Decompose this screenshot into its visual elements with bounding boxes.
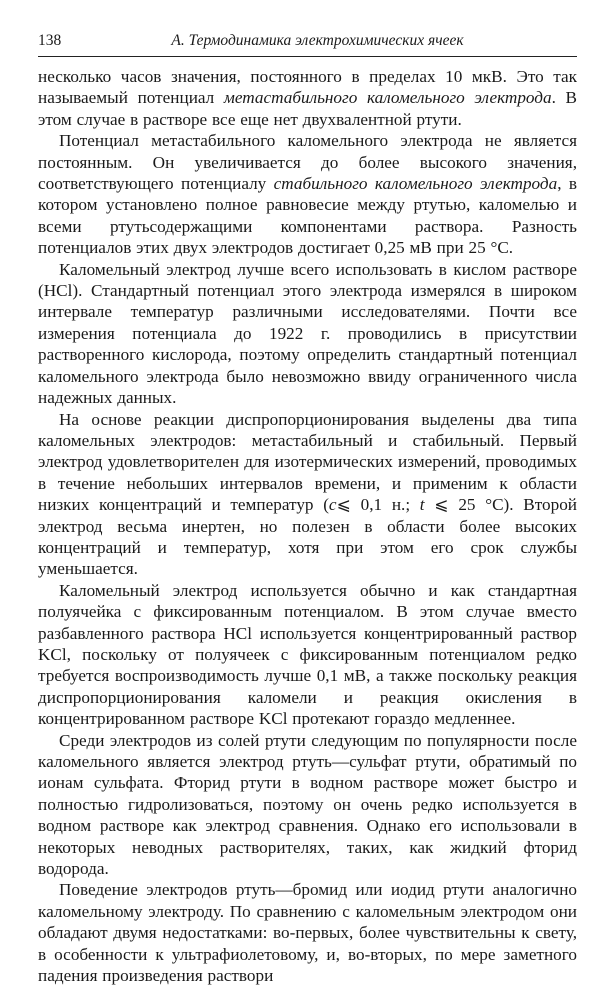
text-run: На основе реакции диспропорционирования выделены два типа каломельных электродов: метастабильный и стабильный. Первый электрод удовлетворителен для изотермических измерений, проводимых в течение небольших интервалов времени, и применим к области низких концентраций и температур ( (38, 409, 577, 515)
text-run: Потенциал метастабильного каломельного электрода не является постоянным. Он увеличивается до более высокого значения, соответствующего потенциалу (38, 131, 577, 194)
italic-term: t (419, 495, 425, 515)
text-run: Каломельный электрод лучше всего использовать в кислом растворе (HCl). Стандартный потенциал этого электрода измерялся в широком интервале температур различными исследователями. Почти все измерения потенциала до 1922 г. проводились в присутствии растворенного кислорода, поэтому определить стандартный потенциал каломельного электрода было невозможно ввиду ограниченного числа надежных данных. (38, 259, 577, 408)
text-run: ⩽ 25 °С). Второй электрод весьма инертен, но полезен в области более высоких концентраций и температур, хотя при этом его срок службы уменьшается. (38, 495, 577, 579)
page-number: 138 (38, 32, 62, 49)
paragraph (38, 409, 577, 580)
italic-term: метастабильного каломельного электрода (223, 88, 552, 108)
text-run: Поведение электродов ртуть—бромид или иодид ртути аналогично каломельному электроду. По сравнению с каломельным электродом они обладают двумя недостатками: во-первых, более чувствительны к свету, в особенности к ультрафиолетовому, и, во-вторых, по мере заметного падения произведения раствори (38, 880, 577, 986)
running-title: А. Термодинамика электрохимических ячеек (171, 32, 464, 49)
paragraph (38, 580, 577, 730)
page-header (38, 32, 577, 57)
paragraph (38, 66, 577, 130)
text-run: . В этом случае в растворе все еще нет двухвалентной ртути. (38, 88, 577, 129)
paragraph (38, 130, 577, 258)
text-run: несколько часов значения, постоянного в пределах 10 мкВ. Это так называемый потенциал (38, 67, 577, 108)
text-run: Среди электродов из солей ртути следующим по популярности после каломельного является электрод ртуть—сульфат ртути, обратимый по ионам сульфата. Фторид ртути в водном растворе может быстро и полностью гидролизоваться, поэтому он очень редко используется в водном растворе как электрод сравнения. Однако его использовали в некоторых неводных растворителях, таких, как жидкий фторид водорода. (38, 730, 577, 879)
page-body (38, 66, 577, 986)
text-run: ⩽ 0,1 н.; (336, 495, 420, 515)
text-run: Каломельный электрод используется обычно и как стандартная полуячейка с фиксированным потенциалом. В этом случае вместо разбавленного раствора HCl используется концентрированный раствор KCl, поскольку от полуячеек с фиксированным потенциалом редко требуется воспроизводимость лучше 0,1 мВ, а также поскольку реакция диспропорционирования каломели и реакция окисления в концентрированном растворе KCl протекают гораздо медленнее. (38, 580, 577, 729)
italic-term: c (328, 495, 337, 515)
text-run: , в котором установлено полное равновесие между ртутью, каломелью и всеми ртутьсодержащими компонентами раствора. Разность потенциалов этих двух электродов достигает 0,25 мВ при 25 °С. (38, 174, 577, 258)
italic-term: стабильного каломельного электрода (273, 174, 558, 194)
paragraph (38, 259, 577, 409)
paragraph (38, 879, 577, 986)
paragraph (38, 730, 577, 880)
